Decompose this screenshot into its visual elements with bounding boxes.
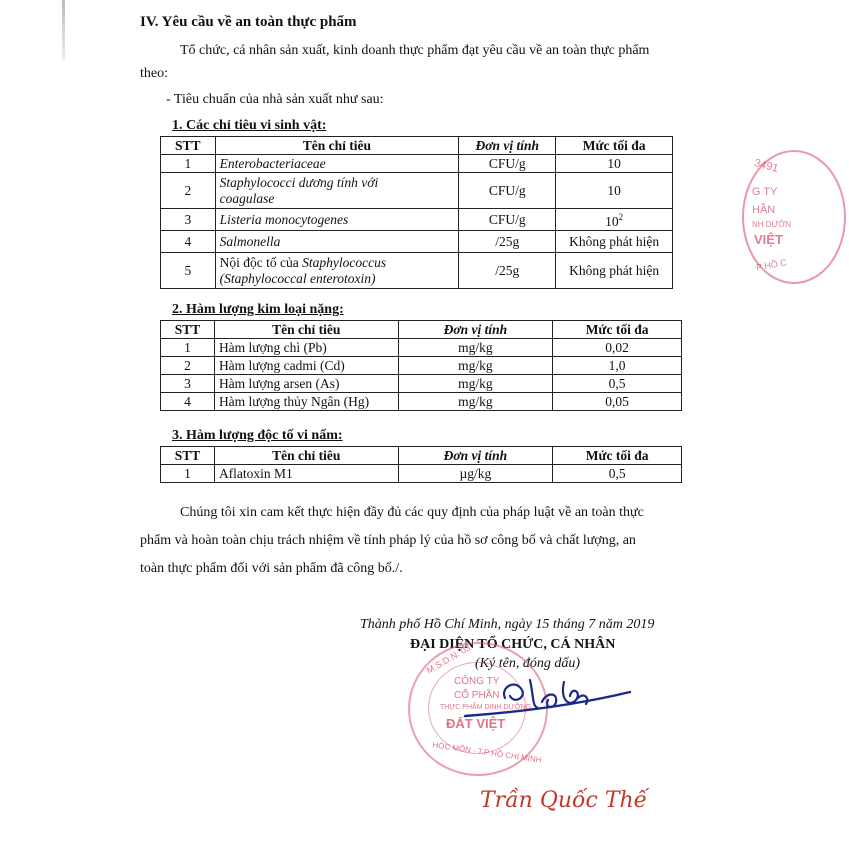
cell-max: 0,02 <box>553 339 682 357</box>
cell-name-line <box>220 255 455 271</box>
cell-name: Enterobacteriaceae <box>215 155 459 173</box>
table-row <box>161 253 673 289</box>
representative-title: ĐẠI DIỆN TỔ CHỨC, CÁ NHÂN <box>410 637 616 652</box>
stamp-line-1: CÔNG TY <box>454 676 500 687</box>
cell-name-line: Staphylococci dương tính với <box>219 174 379 190</box>
cell-max: Không phát hiện <box>556 231 673 253</box>
stamp-ring-bottom-text: HÓC MÔN - T.P HỒ CHÍ MINH <box>431 740 543 765</box>
col-header-unit: Đơn vị tính <box>398 447 553 465</box>
cell-max: Không phát hiện <box>556 253 673 289</box>
cell-max: 1,0 <box>553 357 682 375</box>
cell-name-line: (Staphylococcal enterotoxin) <box>219 270 376 286</box>
handwritten-signature <box>460 668 635 723</box>
col-header-unit: Đơn vị tính <box>398 321 553 339</box>
table-row <box>161 375 682 393</box>
col-header-name: Tên chỉ tiêu <box>215 137 459 155</box>
side-stamp-text: P HỒ C <box>755 257 788 273</box>
cell-unit: CFU/g <box>459 173 556 209</box>
cell-max: 0,5 <box>553 375 682 393</box>
table-row <box>161 465 682 483</box>
cell-stt: 1 <box>161 339 215 357</box>
stamp-line-3: THỰC PHẨM DINH DƯỠNG <box>440 704 532 711</box>
cell-unit: µg/kg <box>398 465 553 483</box>
table-row <box>161 357 682 375</box>
cell-unit: mg/kg <box>398 393 553 411</box>
signer-name: Trần Quốc Thế <box>480 788 648 813</box>
cell-stt: 1 <box>161 465 215 483</box>
cell-name: Hàm lượng cadmi (Cd) <box>214 357 398 375</box>
side-stamp-text: VIỆT <box>754 232 783 247</box>
table-row <box>161 173 673 209</box>
heavy-metals-table <box>160 320 682 411</box>
col-header-stt: STT <box>161 447 215 465</box>
commitment-line-3: toàn thực phẩm đối với sản phẩm đã công bố./. <box>140 561 403 576</box>
intro-line-2: theo: <box>140 66 168 81</box>
cell-name <box>215 253 459 289</box>
cell-name: Hàm lượng chì (Pb) <box>214 339 398 357</box>
cell-name-part: Staphylococcus <box>302 254 387 270</box>
cell-unit: mg/kg <box>398 357 553 375</box>
cell-name-line: coagulase <box>219 190 275 206</box>
cell-unit: CFU/g <box>459 155 556 173</box>
cell-stt: 1 <box>161 155 216 173</box>
commitment-line-2: phẩm và hoàn toàn chịu trách nhiệm về tính pháp lý của hồ sơ công bố và chất lượng, an <box>140 533 636 548</box>
col-header-name: Tên chỉ tiêu <box>214 321 398 339</box>
mycotoxin-table <box>160 446 682 483</box>
table3-heading: 3. Hàm lượng độc tố vi nấm: <box>172 428 343 443</box>
side-stamp-text: HẦN <box>752 204 776 216</box>
cell-max: 10 <box>556 173 673 209</box>
col-header-max: Mức tối đa <box>553 447 682 465</box>
cell-max-base: 10 <box>605 214 619 229</box>
col-header-max: Mức tối đa <box>553 321 682 339</box>
col-header-stt: STT <box>161 137 216 155</box>
cell-stt: 3 <box>161 209 216 231</box>
cell-name: Salmonella <box>215 231 459 253</box>
cell-name: Aflatoxin M1 <box>214 465 398 483</box>
cell-stt: 2 <box>161 173 216 209</box>
commitment-line-1: Chúng tôi xin cam kết thực hiện đầy đủ các quy định của pháp luật về an toàn thực <box>180 505 644 520</box>
side-stamp-text: NH DƯỠN <box>752 220 792 229</box>
page-fold-shadow <box>62 0 65 60</box>
microbiology-table <box>160 136 673 289</box>
stamp-line-4: ĐẤT VIỆT <box>446 716 506 731</box>
col-header-name: Tên chỉ tiêu <box>214 447 398 465</box>
side-stamp-partial <box>742 150 846 284</box>
cell-max: 0,05 <box>553 393 682 411</box>
cell-stt: 4 <box>161 231 216 253</box>
table1-heading: 1. Các chỉ tiêu vi sinh vật: <box>172 118 327 133</box>
col-header-stt: STT <box>161 321 215 339</box>
signature-note: (Ký tên, đóng dấu) <box>475 656 580 671</box>
stamp-line-2: CỔ PHẦN <box>454 690 500 701</box>
cell-stt: 4 <box>161 393 215 411</box>
cell-max: 10 <box>556 155 673 173</box>
cell-name <box>215 173 459 209</box>
cell-unit: CFU/g <box>459 209 556 231</box>
table-row <box>161 393 682 411</box>
col-header-unit: Đơn vị tính <box>459 137 556 155</box>
intro-line-1: Tổ chức, cá nhân sản xuất, kinh doanh thực phẩm đạt yêu cầu về an toàn thực phẩm <box>180 43 650 58</box>
cell-stt: 5 <box>161 253 216 289</box>
col-header-max: Mức tối đa <box>556 137 673 155</box>
cell-name: Hàm lượng arsen (As) <box>214 375 398 393</box>
cell-unit: /25g <box>459 231 556 253</box>
table-row <box>161 209 673 231</box>
cell-max: 0,5 <box>553 465 682 483</box>
cell-stt: 3 <box>161 375 215 393</box>
cell-unit: mg/kg <box>398 339 553 357</box>
cell-name: Hàm lượng thủy Ngân (Hg) <box>214 393 398 411</box>
cell-unit: /25g <box>459 253 556 289</box>
table-row <box>161 339 682 357</box>
side-stamp-text: G TY <box>752 186 778 198</box>
place-date: Thành phố Hồ Chí Minh, ngày 15 tháng 7 năm 2019 <box>360 617 655 632</box>
section-title: IV. Yêu cầu về an toàn thực phẩm <box>140 14 357 30</box>
table2-heading: 2. Hàm lượng kim loại nặng: <box>172 302 344 317</box>
cell-max <box>556 209 673 231</box>
cell-name-part: Nội độc tố của <box>219 254 303 270</box>
standard-line: - Tiêu chuẩn của nhà sản xuất như sau: <box>166 92 384 107</box>
table-row <box>161 231 673 253</box>
cell-name: Listeria monocytogenes <box>215 209 459 231</box>
stamp-ring-top-text: M.S.D.N: 03 <box>424 642 473 676</box>
cell-max-exponent: 2 <box>618 212 624 222</box>
cell-stt: 2 <box>161 357 215 375</box>
table-row <box>161 155 673 173</box>
cell-unit: mg/kg <box>398 375 553 393</box>
side-stamp-text: 3491 <box>752 157 780 175</box>
